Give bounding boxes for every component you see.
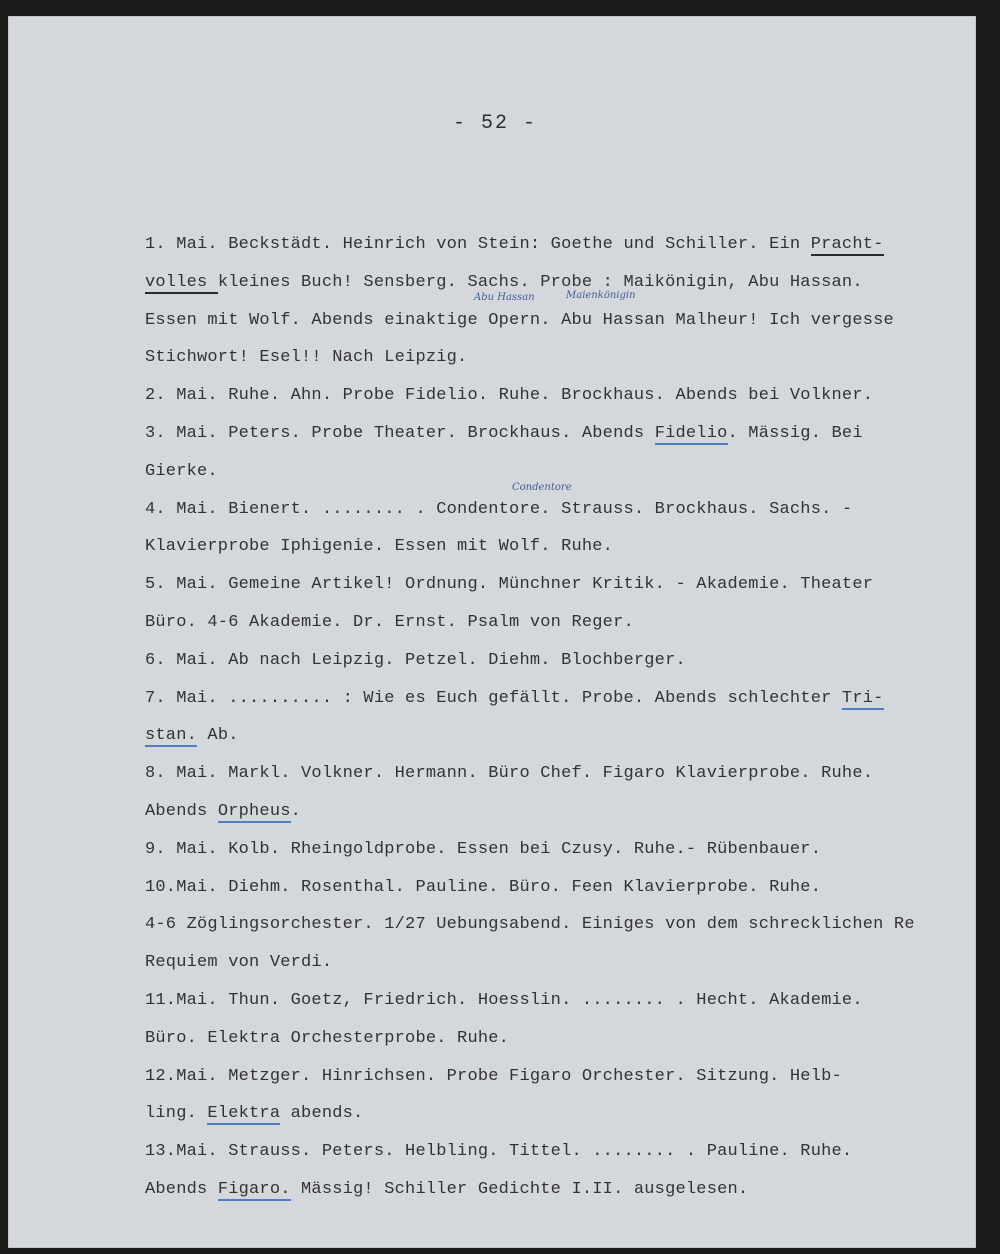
text-line: [145, 1171, 955, 1209]
text-run: . Mässig. Bei: [727, 423, 863, 443]
text-line: [145, 680, 955, 718]
text-line: [145, 906, 955, 944]
text-line: [145, 415, 955, 453]
text-line: [145, 528, 955, 566]
text-line: [145, 982, 955, 1020]
text-line: [145, 377, 955, 415]
text-line: [145, 869, 955, 907]
text-run: Büro. Elektra Orchesterprobe. Ruhe.: [145, 1028, 510, 1048]
text-line: [145, 793, 955, 831]
text-line: [145, 831, 955, 869]
underlined-text: Orpheus: [217, 801, 291, 821]
text-run: Stichwort! Esel!! Nach Leipzig.: [145, 348, 468, 368]
underlined-text: Tri-: [841, 688, 884, 708]
text-run: 13.Mai. Strauss. Peters. Helbling. Tittel. ........ . Pauline. Ruhe.: [145, 1142, 853, 1162]
underlined-text: Figaro.: [217, 1179, 291, 1199]
text-run: Klavierprobe Iphigenie. Essen mit Wolf. Ruhe.: [145, 537, 614, 557]
text-line: [145, 1133, 955, 1171]
text-run: 12.Mai. Metzger. Hinrichsen. Probe Figaro Orchester. Sitzung. Helb-: [145, 1066, 842, 1086]
diary-entries: [145, 226, 955, 1209]
text-run: 10.Mai. Diehm. Rosenthal. Pauline. Büro. Feen Klavierprobe. Ruhe.: [145, 877, 822, 897]
text-run: 4-6 Zöglingsorchester. 1/27 Uebungsabend. Einiges von dem schrecklichen Re: [145, 915, 915, 935]
underlined-text: Pracht-: [810, 235, 884, 254]
text-line: [145, 1095, 955, 1133]
text-run: Abends: [145, 801, 218, 821]
text-run: 2. Mai. Ruhe. Ahn. Probe Fidelio. Ruhe. Brockhaus. Abends bei Volkner.: [145, 386, 874, 406]
text-run: Essen mit Wolf. Abends einaktige Opern. Abu Hassan Malheur! Ich vergesse: [145, 310, 894, 330]
underlined-text: Elektra: [207, 1104, 281, 1124]
handwritten-annotation-condentore: Condentore: [512, 482, 572, 493]
text-run: Abends: [145, 1179, 218, 1199]
text-line: [145, 339, 955, 377]
text-run: 5. Mai. Gemeine Artikel! Ordnung. Münchner Kritik. - Akademie. Theater: [145, 575, 874, 595]
text-run: kleines Buch! Sensberg. Sachs. Probe : Maikönigin, Abu Hassan.: [217, 272, 863, 292]
text-run: abends.: [280, 1104, 364, 1124]
text-run: 3. Mai. Peters. Probe Theater. Brockhaus. Abends: [145, 423, 655, 443]
text-run: .: [290, 801, 302, 821]
text-run: Requiem von Verdi.: [145, 953, 333, 973]
text-line: [145, 604, 955, 642]
text-line: [145, 264, 955, 302]
underlined-text: Fidelio: [654, 423, 728, 443]
text-run: 6. Mai. Ab nach Leipzig. Petzel. Diehm. Blochberger.: [145, 650, 686, 670]
text-run: ling.: [145, 1104, 208, 1124]
handwritten-annotation-abu-hassan: Abu Hassan: [474, 292, 535, 303]
text-line: [145, 1020, 955, 1058]
underlined-text: volles: [145, 272, 218, 292]
text-run: Mässig! Schiller Gedichte I.II. ausgelesen.: [290, 1179, 749, 1199]
text-run: 11.Mai. Thun. Goetz, Friedrich. Hoesslin. ........ . Hecht. Akademie.: [145, 990, 863, 1010]
text-line: [145, 717, 955, 755]
text-line: [145, 944, 955, 982]
page-number: - 52 -: [452, 112, 537, 135]
text-run: Büro. 4-6 Akademie. Dr. Ernst. Psalm von Reger.: [145, 612, 634, 632]
text-line: [145, 1058, 955, 1096]
text-line: [145, 302, 955, 340]
text-line: [145, 491, 955, 529]
text-run: Gierke.: [145, 461, 218, 481]
text-run: 7. Mai. .......... : Wie es Euch gefällt. Probe. Abends schlechter: [145, 688, 842, 708]
text-run: 8. Mai. Markl. Volkner. Hermann. Büro Chef. Figaro Klavierprobe. Ruhe.: [145, 764, 874, 784]
text-run: 9. Mai. Kolb. Rheingoldprobe. Essen bei Czusy. Ruhe.- Rübenbauer.: [145, 839, 822, 859]
underlined-text: stan.: [145, 726, 198, 746]
handwritten-annotation-maienkoenigin: Maienkönigin: [566, 290, 636, 301]
text-line: [145, 642, 955, 680]
text-line: [145, 566, 955, 604]
text-run: Ab.: [197, 726, 239, 746]
text-run: 4. Mai. Bienert. ........ . Condentore. Strauss. Brockhaus. Sachs. -: [145, 499, 853, 519]
text-line: [145, 226, 955, 264]
text-run: 1. Mai. Beckstädt. Heinrich von Stein: Goethe und Schiller. Ein: [145, 235, 811, 254]
text-line: [145, 755, 955, 793]
